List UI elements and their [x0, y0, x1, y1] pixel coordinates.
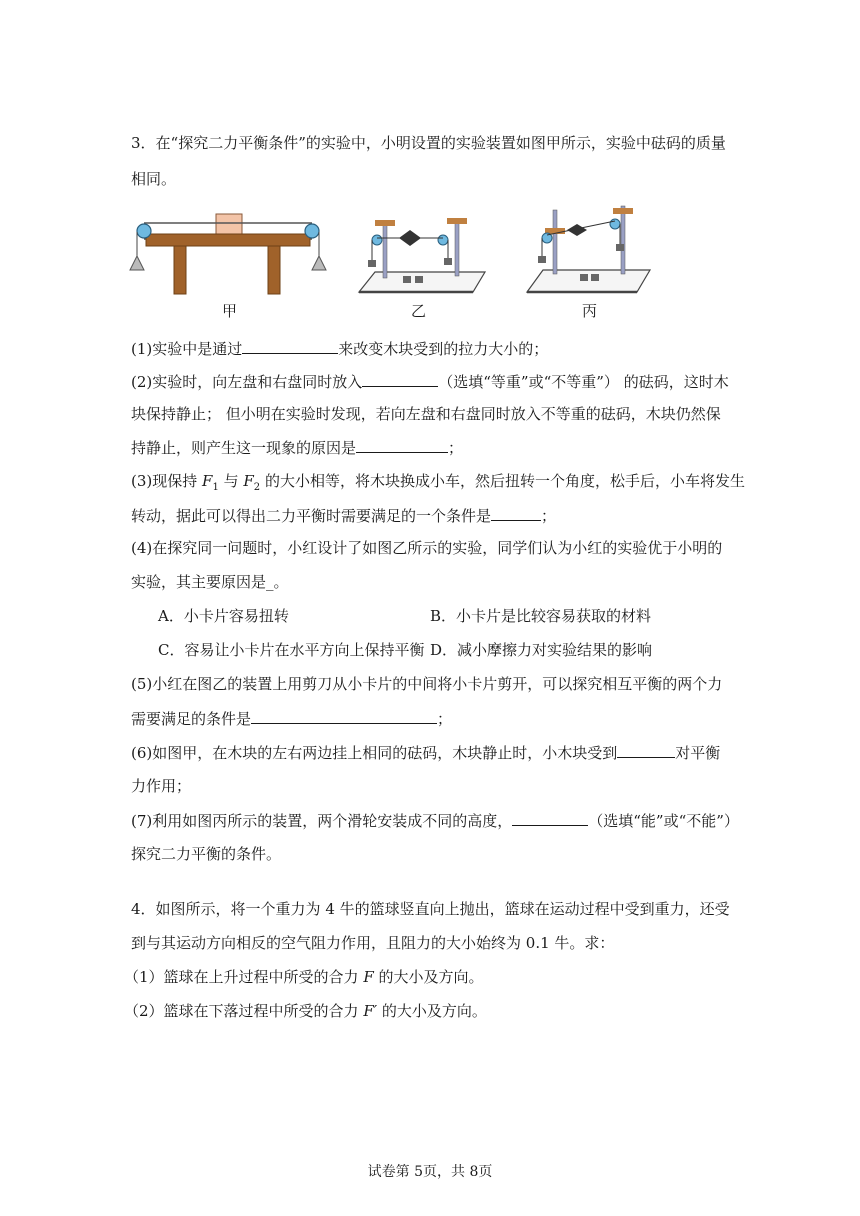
q4-sub1-after: 的大小及方向。 [373, 968, 484, 986]
figure-yi [355, 210, 490, 300]
q3-part7-line2: 探究二力平衡的条件。 [131, 845, 282, 863]
q4-line2: 到与其运动方向相反的空气阻力作用，且阻力的大小始终为 0.1 牛。求： [131, 934, 615, 952]
q3-part5-line2-after: ； [437, 710, 453, 728]
q3-part7-after: （选填“能”或“不能”） [588, 812, 739, 830]
q3-part1-before: (1)实验中是通过 [131, 340, 243, 358]
q3-part2-line2: 块保持静止； 但小明在实验时发现，若向左盘和右盘同时放入不等重的砝码，木块仍然保 [131, 405, 721, 423]
answer-blank[interactable] [491, 505, 541, 521]
q4-sub2-after: 的大小及方向。 [377, 1002, 487, 1020]
q3-part1-after: 来改变木块受到的拉力大小的； [338, 340, 549, 358]
q4-sub1-before: （1）篮球在上升过程中所受的合力 [124, 968, 364, 986]
option-a[interactable]: A．小卡片容易扭转 [158, 607, 289, 625]
q3-part2-after: （选填“等重”或“不等重”） 的砝码，这时木 [438, 373, 729, 391]
answer-blank[interactable] [362, 371, 438, 387]
q3-part2-line3-after: ； [448, 439, 464, 457]
q3-part6-line1 [131, 742, 720, 763]
q3-part4-line2: 实验，其主要原因是_。 [131, 573, 289, 591]
q3-stem-line1: 3．在“探究二力平衡条件”的实验中，小明设置的实验装置如图甲所示，实验中砝码的质量 [131, 134, 726, 152]
force-subscript: 2 [253, 482, 261, 493]
q4-sub2-before: （2）篮球在下落过程中所受的合力 [124, 1002, 364, 1020]
figure-bing [525, 204, 655, 300]
q3-part2-before: (2)实验时，向左盘和右盘同时放入 [131, 373, 363, 391]
q3-part5-line1: (5)小红在图乙的装置上用剪刀从小卡片的中间将小卡片剪开，可以探究相互平衡的两个力 [131, 675, 723, 693]
q3-part3-mid: 与 [218, 472, 244, 490]
q3-part5-line2-before: 需要满足的条件是 [131, 710, 252, 728]
q3-part3-line1 [131, 471, 745, 498]
figure-jia [128, 210, 328, 300]
q3-part4-line1: (4)在探究同一问题时，小红设计了如图乙所示的实验，同学们认为小红的实验优于小明的 [131, 539, 723, 557]
q3-part7-before: (7)利用如图丙所示的装置，两个滑轮安装成不同的高度， [131, 812, 513, 830]
force-subscript: 1 [212, 482, 219, 493]
q3-part3-line2-before: 转动，据此可以得出二力平衡时需要满足的一个条件是 [131, 507, 492, 525]
q4-sub1 [124, 967, 484, 987]
q3-stem-line2: 相同。 [131, 170, 177, 188]
figure-yi-label: 乙 [411, 302, 427, 320]
answer-blank[interactable] [512, 810, 588, 826]
q4-sub1-var: F [363, 968, 374, 986]
q4-line1: 4．如图所示，将一个重力为 4 牛的篮球竖直向上抛出，篮球在运动过程中受到重力，还受 [131, 900, 730, 918]
q3-part3-line2 [131, 505, 556, 526]
q3-part5-line2 [131, 708, 452, 729]
q3-part1 [131, 338, 548, 359]
figure-jia-label: 甲 [222, 302, 238, 320]
q3-part7-line1 [131, 810, 739, 831]
q3-part2-line1 [131, 371, 729, 392]
q4-sub2 [124, 1001, 487, 1021]
page-footer: 试卷第 5页，共 8页 [367, 1164, 493, 1180]
force-symbol: F [243, 472, 254, 490]
q3-part3-before: (3)现保持 [131, 472, 203, 490]
figure-bing-label: 丙 [582, 302, 598, 320]
option-c[interactable]: C．容易让小卡片在水平方向上保持平衡 [158, 641, 425, 659]
q3-part3-line2-after: ； [541, 507, 557, 525]
option-d[interactable]: D．减小摩擦力对实验结果的影响 [430, 641, 653, 659]
q4-sub2-var: F′ [363, 1002, 378, 1020]
q3-part6-before: (6)如图甲，在木块的左右两边挂上相同的砝码，木块静止时，小木块受到 [131, 744, 618, 762]
q3-part2-line3-before: 持静止，则产生这一现象的原因是 [131, 439, 357, 457]
answer-blank[interactable] [617, 742, 675, 758]
q3-part2-line3 [131, 437, 463, 458]
q3-part3-after: 的大小相等，将木块换成小车，然后扭转一个角度，松手后，小车将发生 [260, 472, 745, 490]
answer-blank[interactable] [356, 437, 448, 453]
q3-part6-after: 对平衡 [675, 744, 721, 762]
answer-blank[interactable] [242, 338, 338, 354]
option-b[interactable]: B．小卡片是比较容易获取的材料 [430, 607, 652, 625]
force-symbol: F [202, 472, 213, 490]
q3-part6-line2: 力作用； [131, 777, 192, 795]
answer-blank[interactable] [251, 708, 437, 724]
